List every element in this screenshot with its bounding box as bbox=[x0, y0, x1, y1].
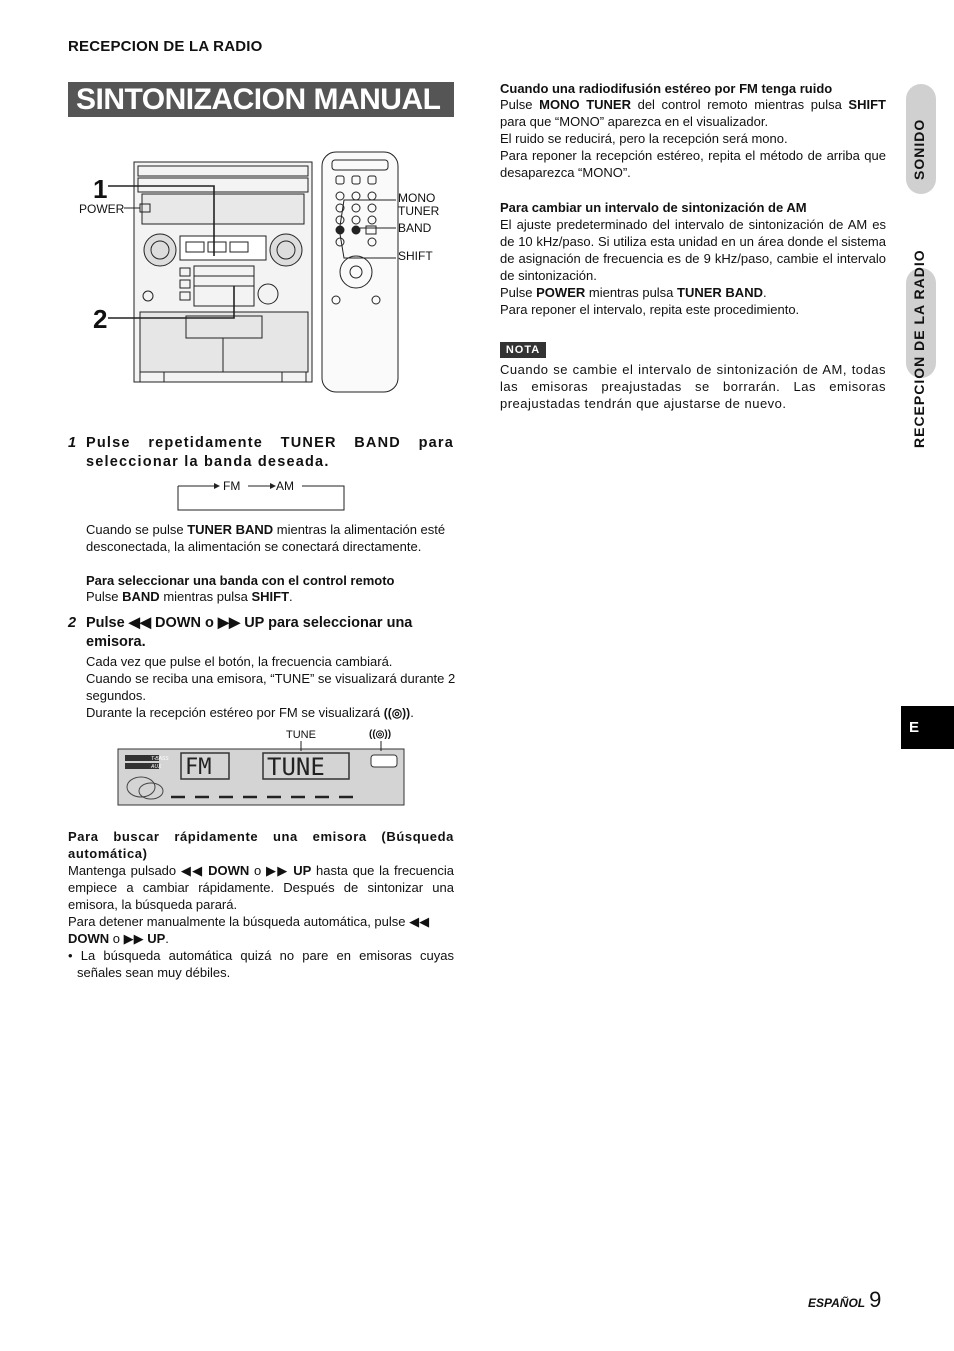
sidebar-sonido: SONIDO bbox=[911, 118, 927, 180]
footer-lang: ESPAÑOL bbox=[808, 1296, 866, 1310]
noise-d: para que “MONO” aparezca en el visualizador. bbox=[500, 114, 769, 129]
display-icon-label: ((◎)) bbox=[369, 729, 392, 740]
shift-label: SHIFT bbox=[398, 249, 433, 263]
remote-b2: SHIFT bbox=[251, 589, 290, 604]
remote-end: . bbox=[289, 589, 293, 604]
am-2b2: TUNER BAND bbox=[677, 285, 763, 300]
as-p1-b1: DOWN bbox=[208, 863, 250, 878]
am-heading: Para cambiar un intervalo de sintonización de AM bbox=[500, 200, 807, 215]
step1-note-pre: Cuando se pulse bbox=[86, 522, 188, 537]
nota-text: Cuando se cambie el intervalo de sintonización de AM, todas las emisoras preajustadas se borrarán. Las emisoras preajustadas tendrán que ajustarse de nuevo. bbox=[500, 362, 886, 411]
step1-heading: Pulse repetidamente TUNER BAND para seleccionar la banda deseada. bbox=[86, 435, 454, 470]
nota-badge: NOTA bbox=[500, 342, 546, 358]
section-label: RECEPCION DE LA RADIO bbox=[68, 38, 263, 55]
noise-b1: MONO TUNER bbox=[539, 97, 631, 112]
as-p2-a: Para detener manualmente la búsqueda automática, pulse ◀◀ bbox=[68, 914, 430, 929]
power-label: POWER bbox=[79, 202, 125, 216]
am-2a: Pulse bbox=[500, 285, 537, 300]
am-2d: . bbox=[762, 285, 767, 300]
fm-label: FM bbox=[223, 479, 241, 493]
step2-heading-b: emisora. bbox=[86, 634, 146, 650]
noise-2: El ruido se reducirá, pero la recepción será mono. bbox=[500, 131, 788, 146]
remote-b1: BAND bbox=[122, 589, 160, 604]
band-label: BAND bbox=[398, 221, 432, 235]
remote-mid: mientras pulsa bbox=[159, 589, 252, 604]
noise-text bbox=[500, 96, 886, 181]
as-p2-b1: DOWN bbox=[68, 931, 110, 946]
autosearch-bullet: • La búsqueda automática quizá no pare en emisoras cuyas señales sean muy débiles. bbox=[68, 948, 454, 980]
step2-line3: Durante la recepción estéreo por FM se visualizará bbox=[86, 705, 381, 720]
as-p1-c: o ▶▶ bbox=[249, 863, 294, 878]
autosearch-heading: Para buscar rápidamente una emisora (Búsqueda automática) bbox=[68, 829, 454, 861]
mono-label: MONO bbox=[398, 191, 436, 205]
display-tag1: T-BASS bbox=[151, 756, 169, 762]
language-tab-e: E bbox=[901, 706, 954, 749]
am-1: El ajuste predeterminado del intervalo de sintonización de AM es de 10 kHz/paso. Si utiliza esta unidad en un área donde el sistema de asignación de frecuencia es de 9 kHz/paso, cambie el intervalo de sintonización. bbox=[500, 217, 886, 283]
step2-line2: Cuando se reciba una emisora, “TUNE” se visualizará durante 2 segundos. bbox=[86, 671, 456, 703]
band-cycle-diagram bbox=[170, 476, 350, 516]
am-2b1: POWER bbox=[536, 285, 586, 300]
noise-c: del control remoto mientras pulsa bbox=[630, 97, 849, 112]
as-p2-c: o ▶▶ bbox=[109, 931, 148, 946]
am-2c: mientras pulsa bbox=[585, 285, 678, 300]
stereo-icon: ((◎)) bbox=[383, 706, 411, 720]
step1-note bbox=[86, 521, 456, 555]
noise-heading: Cuando una radiodifusión estéreo por FM tenga ruido bbox=[500, 81, 833, 96]
am-text bbox=[500, 216, 886, 318]
autosearch-p1 bbox=[68, 862, 454, 913]
footer bbox=[808, 1287, 881, 1313]
remote-heading: Para seleccionar una banda con el control remoto bbox=[86, 573, 395, 588]
callout-1: 1 bbox=[93, 174, 108, 204]
step2-block bbox=[68, 614, 458, 652]
as-p1-d: hasta que la frecuencia empiece a cambiar rápidamente. Después de sintonizar una emisora, la búsqueda parará. bbox=[68, 863, 454, 912]
display-fm: FM bbox=[185, 755, 212, 780]
display-panel bbox=[117, 741, 407, 807]
tuner-label: TUNER bbox=[398, 204, 440, 218]
as-p2-d: . bbox=[165, 931, 169, 946]
stereo-diagram bbox=[68, 140, 468, 405]
page-title: SINTONIZACION MANUAL bbox=[68, 82, 454, 117]
step2-line1: Cada vez que pulse el botón, la frecuencia cambiará. bbox=[86, 654, 393, 669]
step1-note-bold: TUNER BAND bbox=[187, 522, 274, 537]
am-3: Para reponer el intervalo, repita este procedimiento. bbox=[500, 302, 800, 317]
display-tune-label: TUNE bbox=[286, 729, 316, 741]
step2-number: 2 bbox=[68, 615, 77, 631]
remote-text bbox=[86, 588, 293, 605]
noise-3: Para reponer la recepción estéreo, repita el método de arriba que desaparezca “MONO”. bbox=[500, 148, 886, 180]
step1-number: 1 bbox=[68, 435, 77, 451]
as-p1-a: Mantenga pulsado ◀◀ bbox=[68, 863, 209, 878]
page-number: 9 bbox=[869, 1287, 882, 1312]
step1-note-post: mientras la alimentación esté desconectada, la alimentación se conectará directamente. bbox=[86, 522, 446, 554]
sidebar-radio: RECEPCION DE LA RADIO bbox=[911, 249, 927, 448]
remote-pre: Pulse bbox=[86, 589, 123, 604]
noise-b2: SHIFT bbox=[848, 97, 886, 112]
as-p2-b2: UP bbox=[147, 931, 166, 946]
step2-text: Cada vez que pulse el botón, la frecuencia cambiará. Cuando se reciba una emisora, “TUNE” se visualizará durante 2 segundos. Durante la recepción estéreo por FM se visualizará ((◎)). bbox=[86, 654, 456, 720]
autosearch-p2 bbox=[68, 913, 454, 947]
noise-a: Pulse bbox=[500, 97, 540, 112]
callout-2: 2 bbox=[93, 304, 108, 334]
step2-heading-a: Pulse ◀◀ DOWN o ▶▶ UP para seleccionar una bbox=[86, 615, 413, 631]
as-p1-b2: UP bbox=[293, 863, 312, 878]
step1-block bbox=[68, 434, 454, 472]
display-tag2: AUX bbox=[151, 764, 162, 770]
am-label: AM bbox=[276, 479, 294, 493]
display-tune: TUNE bbox=[267, 753, 325, 781]
